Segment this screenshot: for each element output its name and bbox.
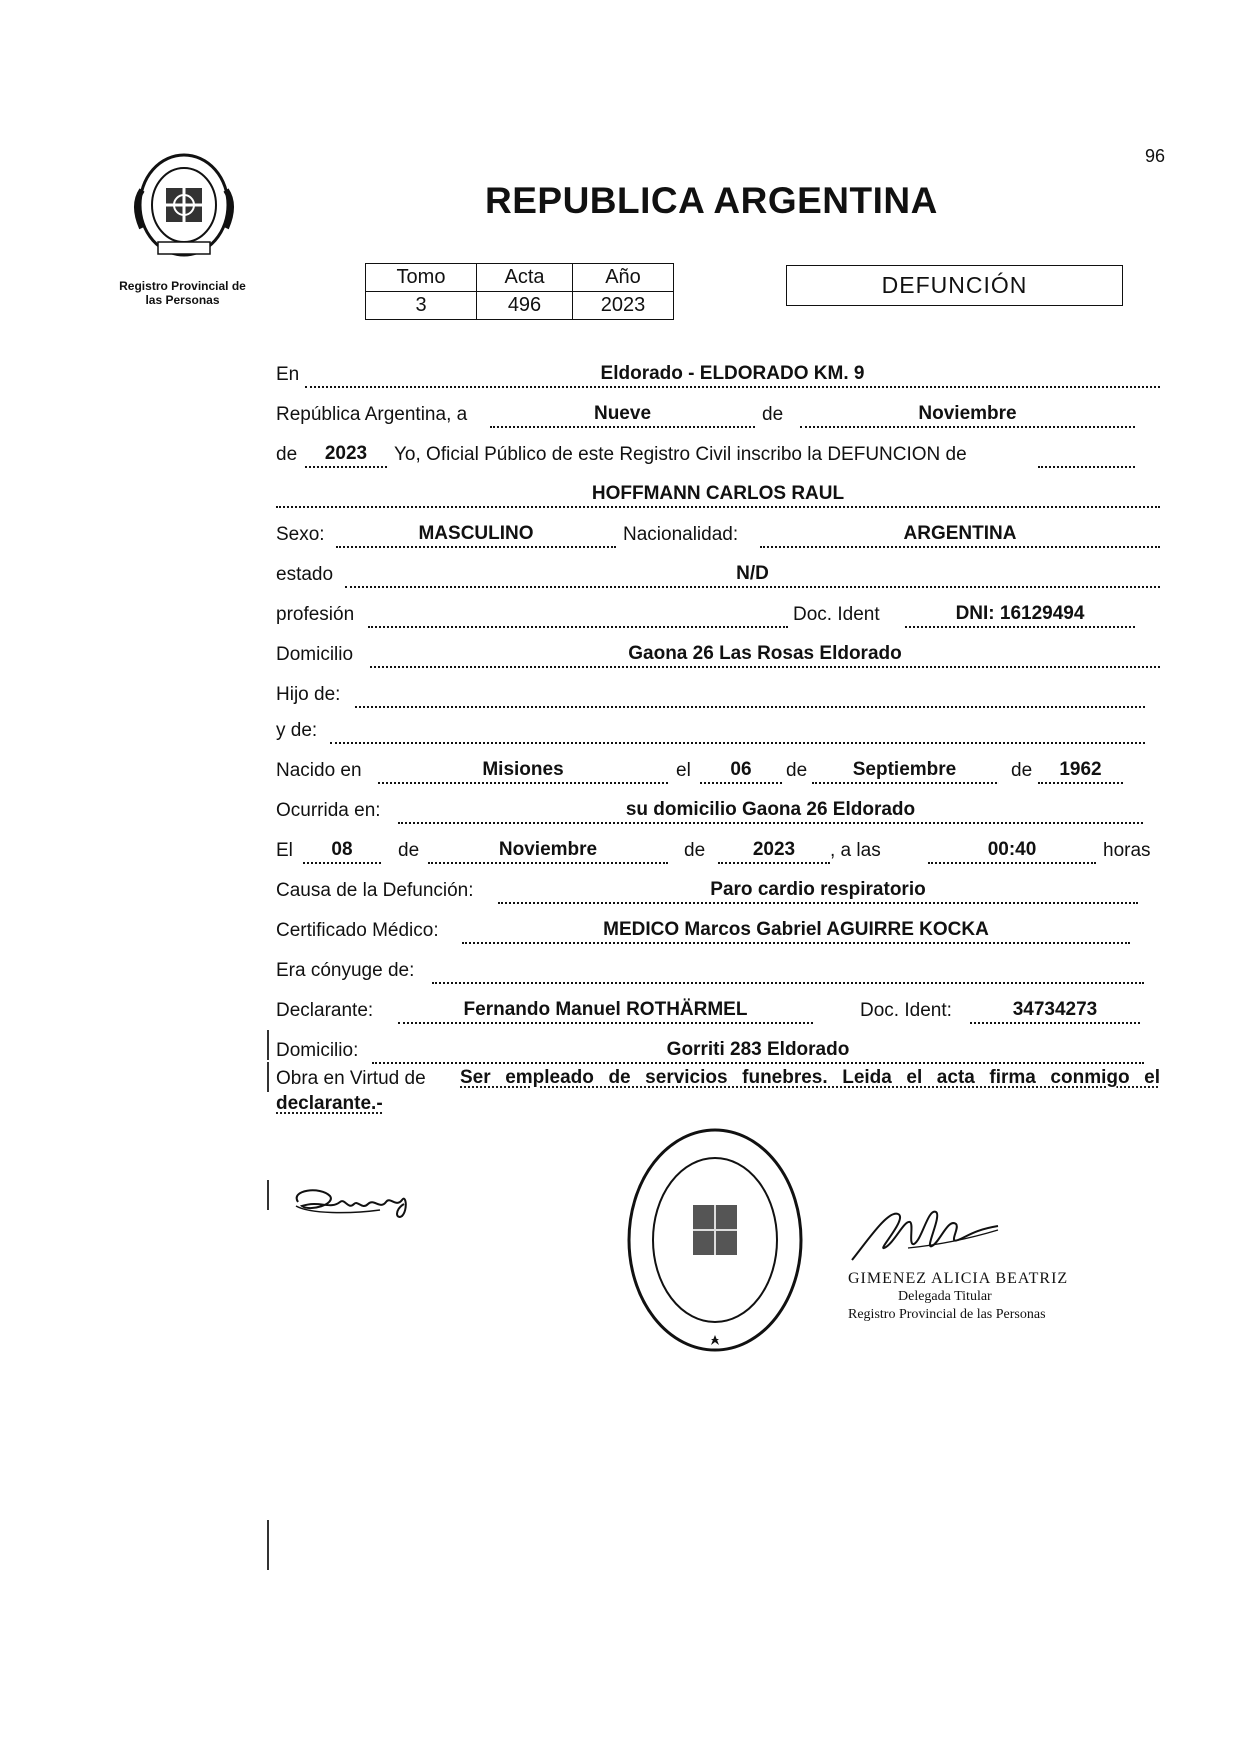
acta-value: 496	[477, 292, 573, 320]
field-estado: N/D	[345, 562, 1160, 588]
label-en: En	[276, 364, 300, 385]
issuer-line-2: las Personas	[145, 293, 220, 307]
label-nacionalidad: Nacionalidad:	[623, 524, 739, 545]
field-causa: Paro cardio respiratorio	[498, 878, 1138, 904]
label-de-nacido-1: de	[786, 760, 808, 781]
official-office: Registro Provincial de las Personas	[848, 1307, 1046, 1322]
label-sexo: Sexo:	[276, 524, 325, 545]
label-nacido-en: Nacido en	[276, 760, 362, 781]
registry-table	[365, 263, 674, 320]
label-el-nacido: el	[676, 760, 691, 781]
margin-mark	[267, 1062, 269, 1092]
field-y-de	[330, 718, 1145, 744]
field-certificado: MEDICO Marcos Gabriel AGUIRRE KOCKA	[462, 918, 1130, 944]
field-declarante: Fernando Manuel ROTHÄRMEL	[398, 998, 813, 1024]
label-a-las: , a las	[830, 840, 881, 861]
field-sexo: MASCULINO	[336, 522, 616, 548]
label-causa: Causa de la Defunción:	[276, 880, 474, 901]
label-de-nacido-2: de	[1011, 760, 1033, 781]
tomo-header: Tomo	[366, 264, 477, 292]
field-documento: DNI: 16129494	[905, 602, 1135, 628]
label-republica: República Argentina, a	[276, 404, 468, 425]
label-de-fallec-2: de	[684, 840, 706, 861]
label-horas: horas	[1103, 840, 1151, 861]
label-doc-ident: Doc. Ident	[793, 604, 880, 625]
label-y-de: y de:	[276, 720, 318, 741]
label-certificado: Certificado Médico:	[276, 920, 439, 941]
label-de-2: de	[276, 444, 298, 465]
page-title: REPUBLICA ARGENTINA	[485, 180, 938, 221]
label-declarante: Declarante:	[276, 1000, 374, 1021]
field-declarante-doc: 34734273	[970, 998, 1140, 1024]
margin-mark	[267, 1180, 269, 1210]
field-dia-texto: Nueve	[490, 402, 755, 428]
field-fallec-anio: 2023	[718, 838, 830, 864]
label-de-fallec-1: de	[398, 840, 420, 861]
field-nacido-dia: 06	[700, 758, 782, 784]
field-nacionalidad: ARGENTINA	[760, 522, 1160, 548]
province-seal-logo	[128, 150, 240, 260]
official-stamp	[625, 1125, 805, 1355]
field-oficial-blank	[1038, 442, 1135, 468]
field-fallec-dia: 08	[303, 838, 381, 864]
field-obra-linea-2: declarante.-	[276, 1093, 383, 1114]
field-lugar: Eldorado - ELDORADO KM. 9	[305, 362, 1160, 388]
field-ocurrida-en: su domicilio Gaona 26 Eldorado	[398, 798, 1143, 824]
field-nacido-lugar: Misiones	[378, 758, 668, 784]
field-obra-linea-1: Ser empleado de servicios funebres. Leida el acta firma conmigo el	[460, 1067, 1160, 1088]
record-type-box: DEFUNCIÓN	[786, 265, 1123, 306]
anio-value: 2023	[573, 292, 674, 320]
label-estado: estado	[276, 564, 334, 585]
label-domicilio-2: Domicilio:	[276, 1040, 359, 1061]
anio-header: Año	[573, 264, 674, 292]
tomo-value: 3	[366, 292, 477, 320]
label-doc-ident-2: Doc. Ident:	[860, 1000, 952, 1021]
declarant-signature	[290, 1180, 425, 1225]
field-fallec-hora: 00:40	[928, 838, 1096, 864]
field-anio: 2023	[305, 442, 387, 468]
field-nombre: HOFFMANN CARLOS RAUL	[276, 482, 1160, 508]
label-obra: Obra en Virtud de	[276, 1068, 426, 1089]
official-role: Delegada Titular	[898, 1289, 992, 1304]
label-oficial: Yo, Oficial Público de este Registro Civil inscribo la DEFUNCION de	[394, 444, 967, 465]
field-domicilio: Gaona 26 Las Rosas Eldorado	[370, 642, 1160, 668]
official-block	[848, 1270, 1068, 1324]
label-el: El	[276, 840, 293, 861]
label-conyuge: Era cónyuge de:	[276, 960, 415, 981]
margin-mark	[267, 1520, 269, 1570]
field-conyuge	[432, 958, 1144, 984]
official-signature	[848, 1200, 1008, 1270]
margin-mark	[267, 1030, 269, 1060]
field-fallec-mes: Noviembre	[428, 838, 668, 864]
label-domicilio: Domicilio	[276, 644, 354, 665]
label-de-1: de	[762, 404, 784, 425]
label-ocurrida-en: Ocurrida en:	[276, 800, 381, 821]
issuer-line-1: Registro Provincial de	[119, 279, 246, 293]
field-declarante-domicilio: Gorriti 283 Eldorado	[372, 1038, 1144, 1064]
field-nacido-anio: 1962	[1038, 758, 1123, 784]
label-profesion: profesión	[276, 604, 355, 625]
page-number: 96	[1144, 146, 1165, 166]
field-nacido-mes: Septiembre	[812, 758, 997, 784]
field-hijo-de	[355, 682, 1145, 708]
issuer-name	[100, 279, 265, 307]
field-profesion	[368, 602, 788, 628]
official-name: GIMENEZ ALICIA BEATRIZ	[848, 1270, 1069, 1287]
label-hijo-de: Hijo de:	[276, 684, 341, 705]
field-mes: Noviembre	[800, 402, 1135, 428]
acta-header: Acta	[477, 264, 573, 292]
